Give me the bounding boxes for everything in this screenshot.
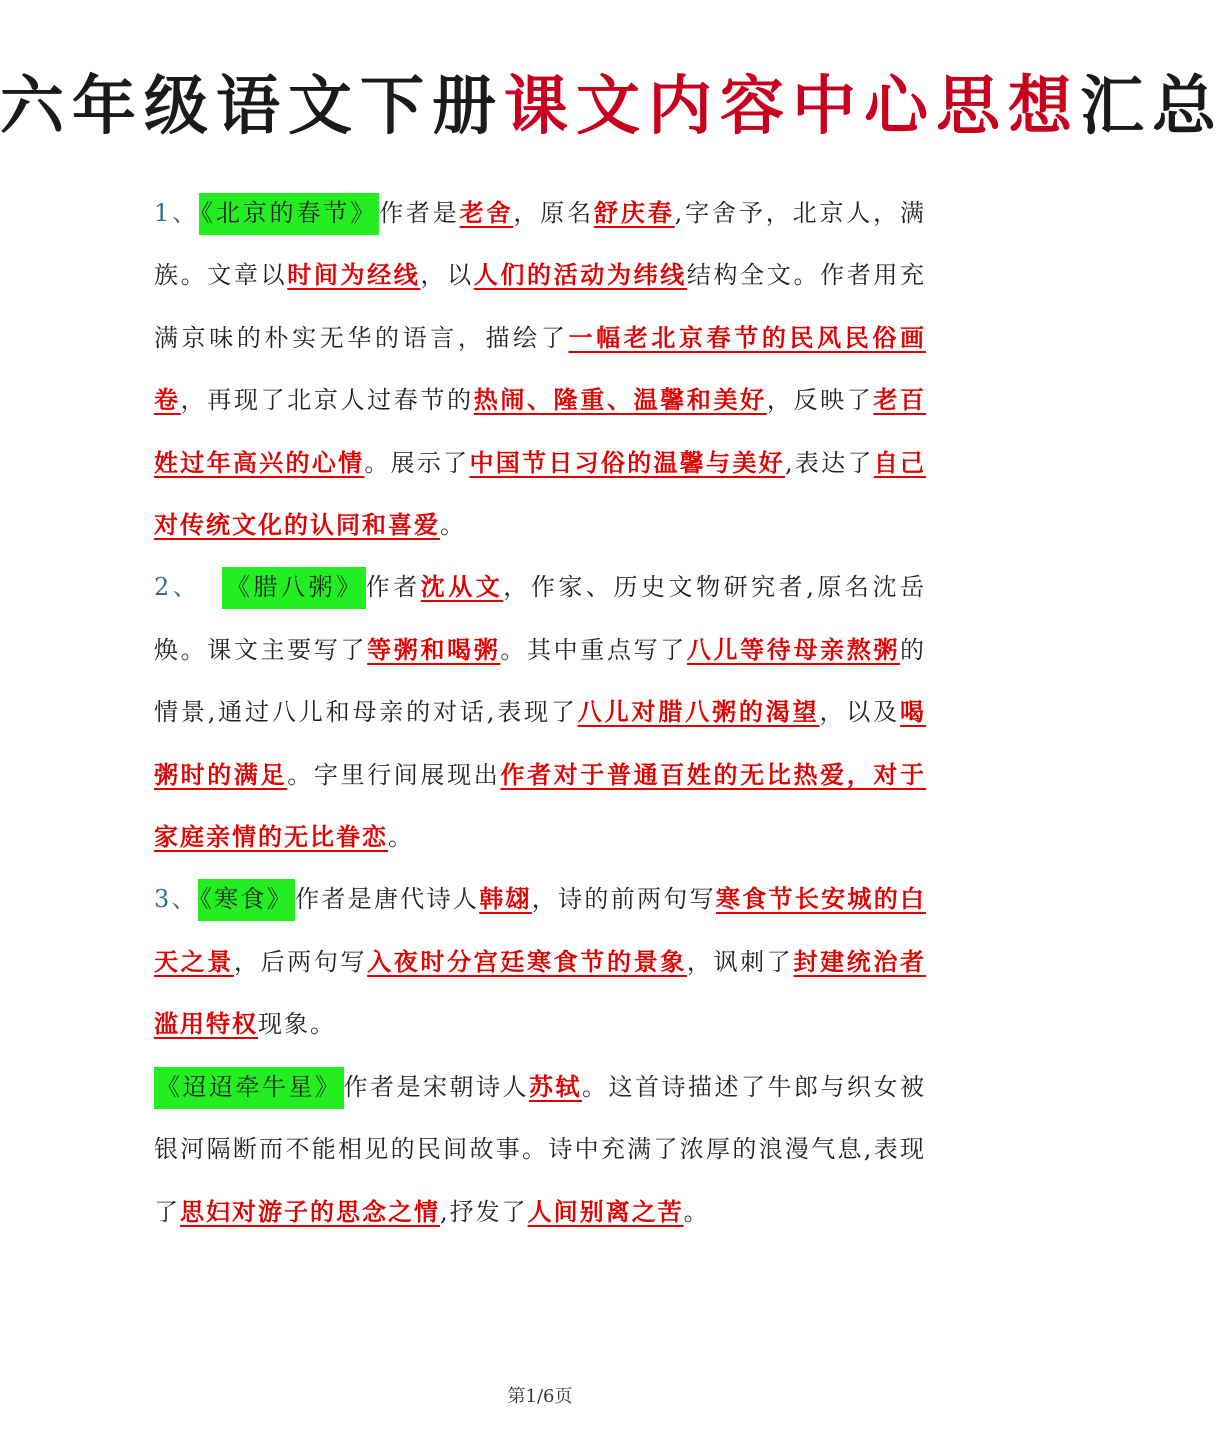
body-text: ，原名 — [513, 199, 595, 227]
body-text: 作者是 — [379, 199, 460, 227]
key-phrase: 老舍 — [459, 198, 514, 227]
body-text: 现象。 — [258, 1010, 336, 1039]
content — [154, 182, 926, 1243]
page-title — [0, 62, 1224, 152]
key-phrase: 自己对传统文化的认同和喜爱 — [154, 447, 927, 540]
section-number: 1、 — [154, 199, 199, 227]
body-text: 。字里行间展现出 — [287, 760, 501, 789]
key-phrase: 老百姓过年高兴的心情 — [154, 385, 927, 477]
key-phrase: 舒庆春 — [594, 198, 675, 227]
title-part-2: 课文内容中心思想 — [504, 70, 1080, 144]
body-text: ,抒发了 — [440, 1197, 528, 1226]
body-text: 作者是宋朝诗人 — [343, 1072, 529, 1101]
body-text: 。展示了 — [364, 448, 470, 477]
body-text: 。 — [388, 823, 414, 852]
key-phrase: 韩翃 — [479, 884, 532, 914]
key-phrase: 中国节日习俗的温馨与美好 — [469, 447, 785, 477]
body-text: 。 — [683, 1197, 710, 1226]
book-title: 《迢迢牵牛星》 — [154, 1067, 344, 1109]
body-text: 。 — [440, 511, 466, 540]
key-phrase: 寒食节长安城的白天之景 — [154, 884, 927, 976]
body-text: 作者是唐代诗人 — [295, 885, 480, 914]
body-text: ，作家、历史文物研究者,原名沈岳焕。课文主要写了 — [154, 573, 927, 664]
book-title: 《寒食》 — [198, 879, 295, 921]
body-text: 的情景,通过八儿和母亲的对话,表现了 — [154, 635, 927, 727]
section-number: 2、 — [154, 573, 201, 602]
key-phrase: 思妇对游子的思念之情 — [180, 1196, 440, 1226]
key-phrase: 等粥和喝粥 — [367, 634, 501, 664]
body-text: ，诗的前两句写 — [531, 885, 716, 914]
title-part-3: 汇总 — [1080, 70, 1224, 144]
body-text: 。这首诗描述了牛郎与织女被银河隔断而不能相见的民间故事。诗中充满了浓厚的浪漫气息,表现了 — [154, 1072, 926, 1226]
key-phrase: 喝粥时的满足 — [154, 697, 927, 789]
key-phrase: 苏轼 — [529, 1071, 582, 1101]
section-2 — [154, 556, 926, 868]
title-part-1: 六年级语文下册 — [0, 70, 504, 144]
key-phrase: 热闹、隆重、温馨和美好 — [473, 385, 767, 415]
body-text: 。其中重点写了 — [500, 635, 687, 664]
key-phrase: 作者对于普通百姓的无比热爱，对于家庭亲情的无比眷恋 — [154, 759, 927, 852]
body-text: ，讽刺了 — [686, 947, 794, 976]
key-phrase: 八儿等待母亲熬粥 — [686, 634, 901, 664]
key-phrase: 一幅老北京春节的民风民俗画卷 — [154, 322, 927, 415]
key-phrase: 人间别离之苦 — [527, 1196, 684, 1226]
book-title: 《北京的春节》 — [199, 193, 379, 235]
key-phrase: 八儿对腊八粥的渴望 — [577, 697, 820, 727]
key-phrase: 人们的活动为纬线 — [473, 260, 687, 290]
section-4 — [154, 1056, 926, 1243]
body-text: 作者 — [365, 573, 421, 602]
book-title: 《腊八粥》 — [222, 567, 365, 609]
key-phrase: 封建统治者滥用特权 — [154, 946, 927, 1039]
body-text: ，以及 — [819, 698, 901, 727]
body-text: ，后两句写 — [233, 947, 368, 976]
body-text: ，反映了 — [766, 386, 874, 415]
key-phrase: 时间为经线 — [287, 260, 421, 290]
section-1 — [154, 182, 926, 556]
body-text: ,表达了 — [784, 448, 874, 477]
key-phrase: 入夜时分宫廷寒食节的景象 — [367, 946, 687, 976]
body-text: ，再现了北京人过春节的 — [180, 386, 474, 415]
page-number: 第1/6页 — [507, 1386, 573, 1407]
section-number: 3、 — [154, 885, 198, 914]
section-3 — [154, 868, 926, 1055]
body-text: ，以 — [420, 261, 474, 290]
body-text: ,字舍予，北京人，满族。文章以 — [154, 199, 927, 290]
body-text: 结构全文。作者用充满京味的朴实无华的语言，描绘了 — [154, 261, 927, 352]
key-phrase: 沈从文 — [420, 572, 504, 602]
